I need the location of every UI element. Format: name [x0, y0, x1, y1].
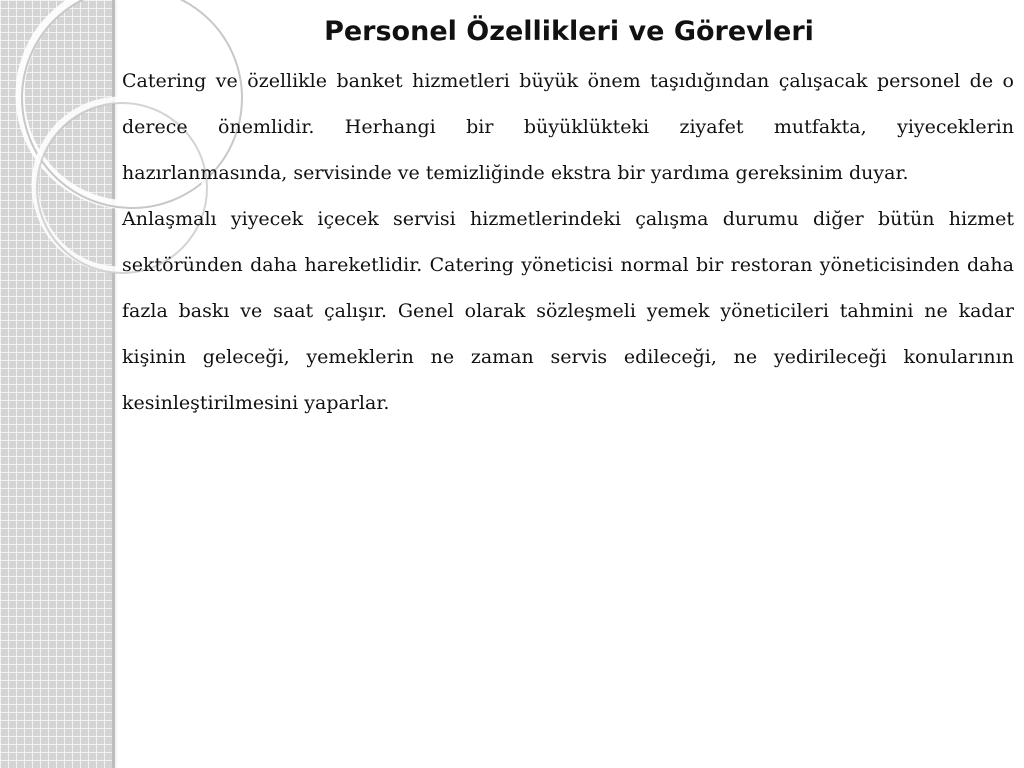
paragraph-2: Anlaşmalı yiyecek içecek servisi hizmetlerindeki çalışma durumu diğer bütün hizmet sektöründen daha hareketlidir. Catering yöneticisi normal bir restoran yöneticisinden daha fazla baskı ve saat çalışır. Genel olarak sözleşmeli yemek yöneticileri tahmini ne kadar kişinin geleceği, yemeklerin ne zaman servis edileceği, ne yedirileceği konularının kesinleştirilmesini yaparlar.	[122, 208, 1014, 414]
slide-body	[122, 58, 1014, 426]
slide-title: Personel Özellikleri ve Görevleri	[324, 16, 814, 47]
paragraph-1: Catering ve özellikle banket hizmetleri büyük önem taşıdığından çalışacak personel de o derece önemlidir. Herhangi bir büyüklükteki ziyafet mutfakta, yiyeceklerin hazırlanmasında, servisinde ve temizliğinde ekstra bir yardıma gereksinim duyar.	[122, 70, 1014, 184]
